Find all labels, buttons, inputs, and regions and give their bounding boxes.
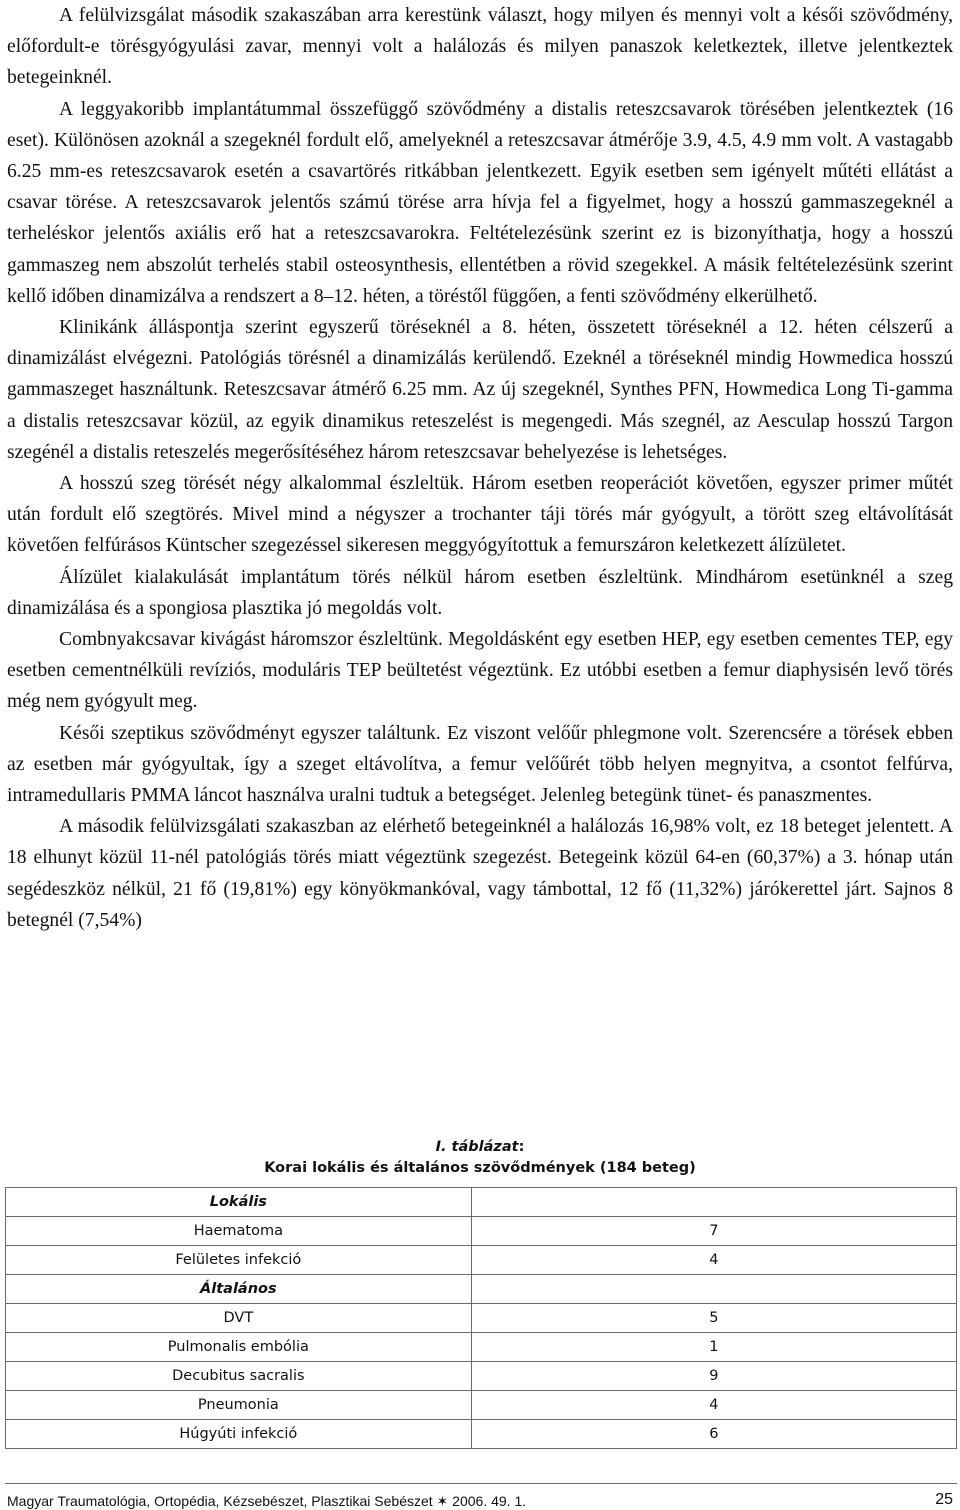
row-label: DVT bbox=[6, 1304, 472, 1333]
row-value bbox=[471, 1188, 956, 1217]
table-row bbox=[6, 1188, 957, 1217]
table-row bbox=[6, 1304, 957, 1333]
page-footer bbox=[7, 1493, 953, 1510]
row-label: Felületes infekció bbox=[6, 1246, 472, 1275]
row-label: Decubitus sacralis bbox=[6, 1362, 472, 1391]
row-label: Húgyúti infekció bbox=[6, 1420, 472, 1449]
table-caption bbox=[0, 1137, 960, 1179]
table-row bbox=[6, 1246, 957, 1275]
paragraph: A felülvizsgálat második szakaszában arra kerestünk választ, hogy milyen és mennyi volt a késői szövődmény, előfordult-e törésgyógyulási zavar, mennyi volt a halálozás és milyen panaszok keletkeztek, illetve jelentkeztek betegeinknél. bbox=[7, 5, 953, 89]
journal-citation: Magyar Traumatológia, Ortopédia, Kézsebészet, Plasztikai Sebészet ✶ 2006. 49. 1. bbox=[7, 1493, 527, 1509]
table-caption-label bbox=[0, 1137, 960, 1158]
table-caption-colon: : bbox=[518, 1139, 525, 1155]
row-label: Pneumonia bbox=[6, 1391, 472, 1420]
row-value: 7 bbox=[471, 1217, 956, 1246]
page-number: 25 bbox=[935, 1491, 953, 1508]
row-label: Haematoma bbox=[6, 1217, 472, 1246]
row-label: Általános bbox=[6, 1275, 472, 1304]
row-value bbox=[471, 1275, 956, 1304]
paragraph: Klinikánk álláspontja szerint egyszerű töréseknél a 8. héten, összetett töréseknél a 12. héten célszerű a dinamizálást elvégezni. Patológiás törésnél a dinamizálás kerülendő. Ezeknél a töréseknél mindig Howmedica hosszú gammaszeget használtunk. Reteszcsavar átmérő 6.25 mm. Az új szegeknél, Synthes PFN, Howmedica Long Ti-gamma a distalis reteszcsavar közül, az egyik dinamikus reteszelést is megengedi. Más szegnél, az Aesculap hosszú Targon szegénél a distalis reteszelés megerősítéséhez három reteszcsavar behelyezése is lehetséges. bbox=[7, 317, 953, 463]
table-row bbox=[6, 1333, 957, 1362]
row-value: 9 bbox=[471, 1362, 956, 1391]
table-caption-number: I. táblázat bbox=[435, 1139, 519, 1155]
paragraph: Álízület kialakulását implantátum törés nélkül három esetben észleltünk. Mindhárom esetünknél a szeg dinamizálása és a spongiosa plasztika jó megoldás volt. bbox=[7, 566, 953, 619]
row-value: 6 bbox=[471, 1420, 956, 1449]
paragraph: A hosszú szeg törését négy alkalommal észleltük. Három esetben reoperációt követően, egyszer primer műtét után fordult elő szegtörés. Mivel mind a négyszer a trochanter táji törés már gyógyult, a törött szeg eltávolítását követően felfúrásos Küntscher szegezéssel sikeresen meggyógyítottuk a femurszáron keletkezett álízületet. bbox=[7, 473, 953, 557]
footer-divider bbox=[5, 1483, 957, 1484]
body-text bbox=[7, 0, 953, 936]
paragraph: Késői szeptikus szövődményt egyszer találtunk. Ez viszont velőűr phlegmone volt. Szerencsére a törések ebben az esetben már gyógyultak, így a szeget eltávolítva, a femur velőűrét több helyen megnyitva, a csontot felfúrva, intramedullaris PMMA láncot használva uralni tudtuk a betegséget. Jelenleg betegünk tünet- és panaszmentes. bbox=[7, 722, 953, 807]
row-label: Lokális bbox=[6, 1188, 472, 1217]
row-label: Pulmonalis embólia bbox=[6, 1333, 472, 1362]
table-row bbox=[6, 1362, 957, 1391]
row-value: 4 bbox=[471, 1246, 956, 1275]
row-value: 5 bbox=[471, 1304, 956, 1333]
table-row bbox=[6, 1391, 957, 1420]
paragraph: Combnyakcsavar kivágást háromszor észleltünk. Megoldásként egy esetben HEP, egy esetben cementes TEP, egy esetben cementnélküli revíziós, moduláris TEP beültetést végeztünk. Ez utóbbi esetben a femur diaphysisén levő törés még nem gyógyult meg. bbox=[7, 629, 953, 713]
row-value: 4 bbox=[471, 1391, 956, 1420]
row-value: 1 bbox=[471, 1333, 956, 1362]
table-caption-title: Korai lokális és általános szövődmények (184 beteg) bbox=[264, 1160, 696, 1176]
table-row bbox=[6, 1420, 957, 1449]
paragraph: A leggyakoribb implantátummal összefüggő szövődmény a distalis reteszcsavarok törésében jelentkeztek (16 eset). Különösen azoknál a szegeknél fordult elő, amelyeknél a reteszcsavar átmérője 3.9, 4.5, 4.9 mm volt. A vastagabb 6.25 mm-es reteszcsavarok esetén a csavartörés ritkábban jelentkezett. Egyik esetben sem igényelt műtéti ellátást a csavar törése. A reteszcsavarok jelentős számú törése arra hívja fel a figyelmet, hogy a hosszú gammaszegeknél a terheléskor jelentős axiális erő hat a reteszcsavarokra. Feltételezésünk szerint ez is bizonyíthatja, hogy a hosszú gammaszeg nem abszolút terhelés stabil osteosynthesis, ellentétben a rövid szegekkel. A másik feltételezésünk szerint kellő időben dinamizálva a rendszert a 8–12. héten, a töréstől függően, a fenti szövődmény elkerülhető. bbox=[7, 98, 953, 307]
paragraph: A második felülvizsgálati szakaszban az elérhető betegeinknél a halálozás 16,98% volt, ez 18 beteget jelentett. A 18 elhunyt közül 11-nél patológiás törés miatt végeztünk szegezést. Betegeink közül 64-en (60,37%) a 3. hónap után segédeszköz nélkül, 21 fő (19,81%) egy könyökmankóval, vagy támbottal, 12 fő (11,32%) járókerettel járt. Sajnos 8 betegnél (7,54%) bbox=[7, 816, 953, 931]
table-row bbox=[6, 1275, 957, 1304]
complications-table bbox=[5, 1187, 957, 1449]
table-row bbox=[6, 1217, 957, 1246]
